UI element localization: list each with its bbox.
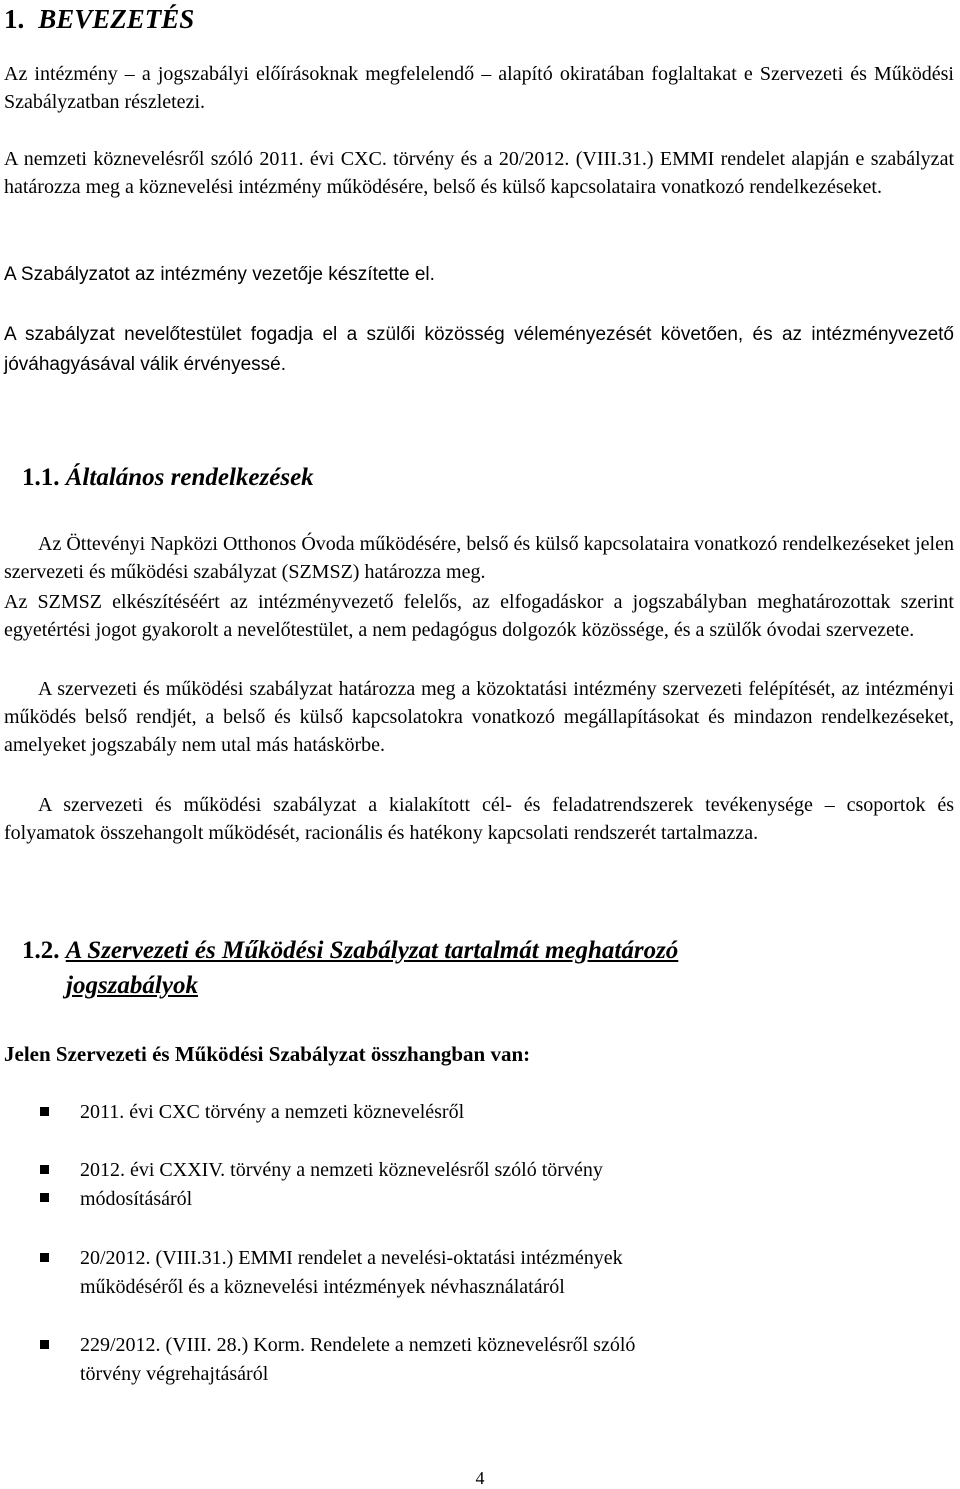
- lead-statement: Jelen Szervezeti és Működési Szabályzat összhangban van:: [4, 1042, 531, 1066]
- bullet-icon: [40, 1107, 49, 1116]
- section-heading-1-2-line-2: [66, 968, 198, 1004]
- bullet-icon: [40, 1340, 49, 1349]
- general-paragraph-2: Az SZMSZ elkészítéséért az intézményvezető felelős, az elfogadáskor a jogszabályban meghatározottak szerint egyetértési jogot gyakorolt a nevelőtestület, a nem pedagógus dolgozók közössége, és a szülők óvodai szervezete.: [4, 591, 954, 641]
- section-number: 1.: [4, 4, 25, 34]
- bullet-icon: [40, 1193, 49, 1202]
- general-paragraph-1: Az Öttevényi Napközi Otthonos Óvoda működésére, belső és külső kapcsolataira vonatkozó rendelkezéseket jelen szervezeti és működési szabályzat (SZMSZ) határozza meg.: [4, 533, 954, 583]
- bullet-icon: [40, 1165, 49, 1174]
- general-paragraph-4: A szervezeti és működési szabályzat a kialakított cél- és feladatrendszerek tevékenysége – csoportok és folyamatok összehangolt működését, racionális és hatékony kapcsolati rendszerét tartalmazza.: [4, 794, 954, 844]
- section-title-line-1: A Szervezeti és Működési Szabályzat tartalmát meghatározó: [65, 937, 679, 964]
- page-number: 4: [475, 1468, 485, 1488]
- intro-paragraph-4: A szabályzat nevelőtestület fogadja el a szülői közösség véleményezését követően, és az intézményvezető jóváhagyásával válik érvényessé.: [4, 324, 954, 375]
- list-item-text-cont: módosításáról: [80, 1188, 193, 1210]
- section-title-line-2: jogszabályok: [66, 972, 198, 999]
- section-heading-1-2: [22, 933, 678, 969]
- list-item-text: 2012. évi CXXIV. törvény a nemzeti köznevelésről szóló törvény: [80, 1159, 603, 1181]
- bullet-icon: [40, 1253, 49, 1262]
- list-item-text: 20/2012. (VIII.31.) EMMI rendelet a nevelési-oktatási intézmények: [80, 1247, 623, 1269]
- section-number: 1.2.: [22, 937, 60, 964]
- section-heading-1: [4, 0, 194, 38]
- intro-paragraph-3: A Szabályzatot az intézmény vezetője készítette el.: [4, 264, 435, 285]
- general-paragraph-3: A szervezeti és működési szabályzat határozza meg a közoktatási intézmény szervezeti felépítését, az intézményi működés belső rendjét, a belső és külső kapcsolatokra vonatkozó megállapításokat és mindazon rendelkezéseket, amelyeket jogszabály nem utal más hatáskörbe.: [4, 678, 954, 756]
- section-number: 1.1.: [22, 464, 60, 491]
- section-title: BEVEZETÉS: [38, 4, 195, 34]
- list-item-text-cont: törvény végrehajtásáról: [80, 1363, 269, 1385]
- intro-paragraph-1: Az intézmény – a jogszabályi előírásoknak megfelelendő – alapító okiratában foglaltakat e Szervezeti és Működési Szabályzatban részletezi.: [4, 63, 954, 113]
- list-item-text: 2011. évi CXC törvény a nemzeti köznevelésről: [80, 1101, 465, 1123]
- list-item-text: 229/2012. (VIII. 28.) Korm. Rendelete a nemzeti köznevelésről szóló: [80, 1334, 636, 1356]
- section-heading-1-1: [22, 460, 314, 496]
- intro-paragraph-2: A nemzeti köznevelésről szóló 2011. évi CXC. törvény és a 20/2012. (VIII.31.) EMMI rendelet alapján e szabályzat határozza meg a köznevelési intézmény működésére, belső és külső kapcsolataira vonatkozó rendelkezéseket.: [4, 148, 954, 198]
- list-item-text-cont: működéséről és a köznevelési intézmények névhasználatáról: [80, 1276, 565, 1298]
- section-title: Általános rendelkezések: [65, 464, 314, 491]
